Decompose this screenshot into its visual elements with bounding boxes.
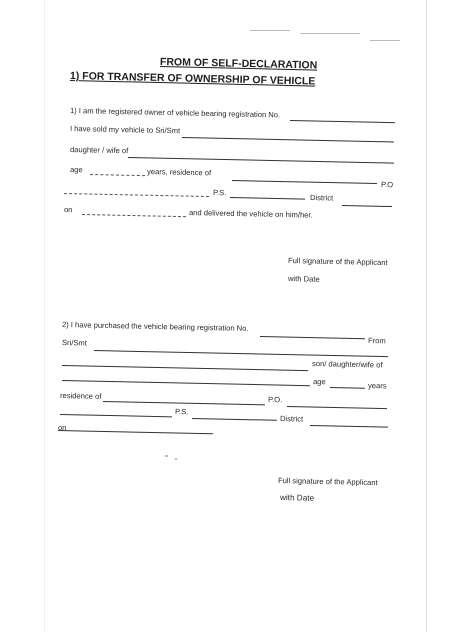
s1-age-field[interactable] bbox=[90, 174, 145, 176]
s1-signature-label: Full signature of the Applicant bbox=[287, 256, 388, 268]
form-subtitle: 1) FOR TRANSFER OF OWNERSHIP OF VEHICLE bbox=[69, 70, 316, 88]
s1-district-field[interactable] bbox=[342, 205, 392, 207]
s2-residence-field[interactable] bbox=[103, 401, 265, 405]
s2-line1-text: 2) I have purchased the vehicle bearing registration No. bbox=[61, 320, 249, 333]
s2-registration-no-field[interactable] bbox=[260, 336, 365, 339]
s2-age-field[interactable] bbox=[330, 387, 365, 389]
s2-on-label: on bbox=[57, 423, 67, 433]
s2-residence-label: residence of bbox=[59, 391, 102, 401]
s1-line3-text: daughter / wife of bbox=[69, 145, 129, 156]
s1-years-label: years, residence of bbox=[146, 167, 212, 178]
s1-age-label: age bbox=[69, 165, 83, 175]
s2-age-label: age bbox=[312, 377, 326, 387]
form-title: FROM OF SELF-DECLARATION bbox=[159, 56, 318, 72]
s2-district-label: District bbox=[279, 414, 304, 424]
s2-srismt-label: Sri/Smt bbox=[61, 338, 87, 348]
s2-signature-label: Full signature of the Applicant bbox=[277, 476, 378, 488]
s1-registration-no-field[interactable] bbox=[290, 120, 395, 123]
s1-district-label: District bbox=[309, 193, 334, 203]
scan-noise bbox=[250, 30, 290, 31]
s2-ps-field-line[interactable] bbox=[60, 414, 172, 417]
s1-line2-text: I have sold my vehicle to Sri/Smt bbox=[69, 124, 181, 136]
s2-with-date-label: with Date bbox=[279, 493, 315, 503]
s2-from-label: From bbox=[367, 336, 386, 346]
sheet-right-edge bbox=[426, 0, 427, 632]
s1-po-field[interactable] bbox=[64, 193, 209, 197]
s1-po-label: P.O bbox=[380, 180, 394, 190]
s2-ps-field[interactable] bbox=[192, 418, 277, 421]
s1-date-field[interactable] bbox=[82, 214, 186, 217]
s2-po-field[interactable] bbox=[287, 406, 387, 409]
s1-delivered-text: and delivered the vehicle on him/her. bbox=[188, 208, 313, 220]
s2-son-label: son/ daughter/wife of bbox=[311, 359, 383, 370]
s1-residence-field[interactable] bbox=[232, 180, 377, 184]
scan-noise bbox=[300, 33, 360, 34]
s2-relation-field[interactable] bbox=[62, 380, 310, 386]
s2-years-label: years bbox=[367, 381, 387, 391]
s2-seller-name-field[interactable] bbox=[94, 350, 388, 357]
s2-district-field[interactable] bbox=[310, 425, 388, 428]
s1-on-label: on bbox=[63, 205, 73, 215]
sheet-left-edge bbox=[44, 0, 45, 632]
s2-ps-label: P.S. bbox=[174, 407, 189, 417]
s1-sold-to-field[interactable] bbox=[182, 137, 394, 142]
scan-noise bbox=[370, 40, 400, 41]
scan-noise bbox=[165, 455, 168, 457]
s1-ps-label: P.S. bbox=[212, 188, 227, 198]
s2-po-label: P.O. bbox=[267, 395, 283, 405]
s1-with-date-label: with Date bbox=[287, 274, 320, 284]
s1-line1-text: 1) I am the registered owner of vehicle bearing registration No. bbox=[69, 106, 281, 120]
s2-date-field[interactable] bbox=[58, 430, 213, 434]
s1-ps-field[interactable] bbox=[230, 197, 305, 200]
s2-seller-name-line2[interactable] bbox=[62, 365, 308, 371]
scan-noise bbox=[175, 458, 177, 460]
s1-relation-field[interactable] bbox=[128, 157, 394, 164]
